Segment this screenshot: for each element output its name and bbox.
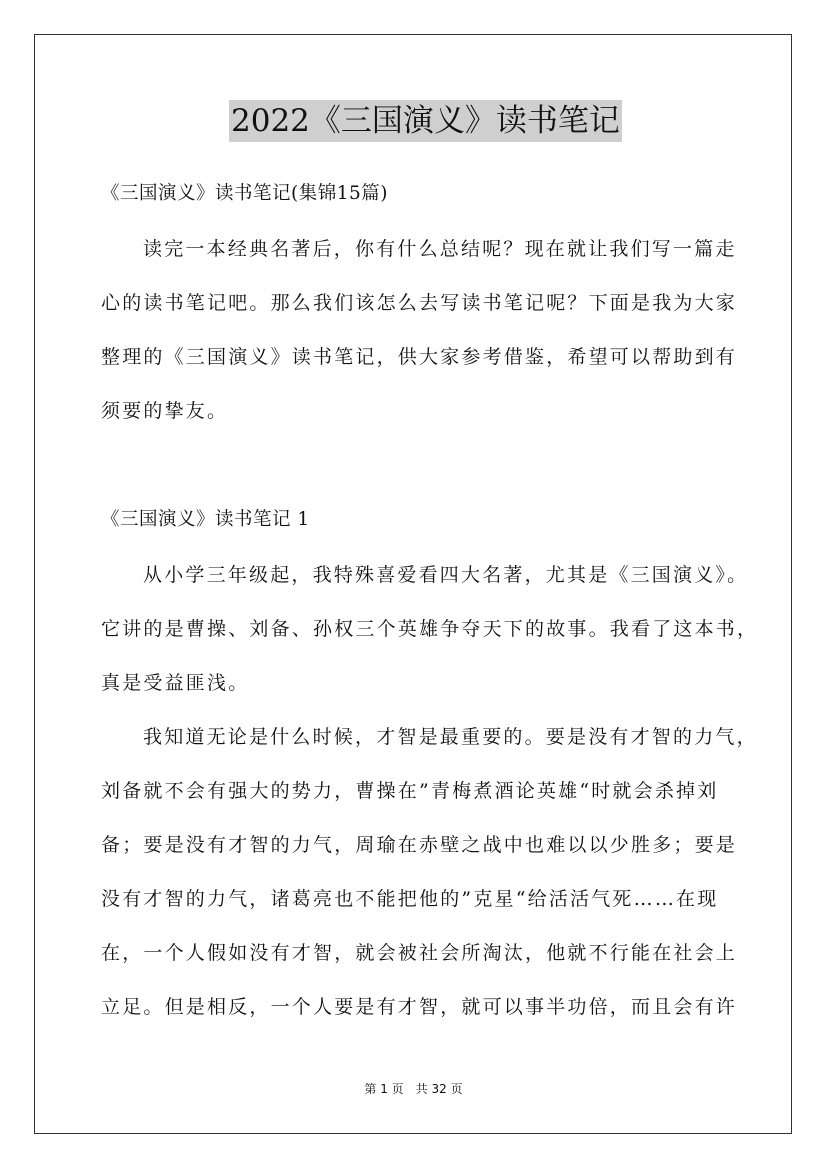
body-line-9: 立足。但是相反，一个人要是有才智，就可以事半功倍，而且会有许 (101, 996, 738, 1018)
body-line-1: 从小学三年级起，我特殊喜爱看四大名著，尤其是《三国演义》。 (143, 564, 749, 586)
intro-line-3: 整理的《三国演义》读书笔记，供大家参考借鉴，希望可以帮助到有 (101, 346, 738, 368)
intro-line-1: 读完一本经典名著后，你有什么总结呢？现在就让我们写一篇走 (143, 238, 737, 260)
body-line-5: 刘备就不会有强大的势力，曹操在”青梅煮酒论英雄“时就会杀掉刘 (101, 780, 719, 802)
document-title: 2022《三国演义》读书笔记 (229, 100, 622, 142)
intro-line-2: 心的读书笔记吧。那么我们该怎么去写读书笔记呢？下面是我为大家 (101, 292, 738, 314)
body-line-3: 真是受益匪浅。 (101, 672, 250, 694)
body-line-7: 没有才智的力气，诸葛亮也不能把他的”克星“给活活气死……在现 (101, 888, 719, 910)
body-line-2: 它讲的是曹操、刘备、孙权三个英雄争夺天下的故事。我看了这本书， (101, 618, 759, 640)
body-line-6: 备；要是没有才智的力气，周瑜在赤壁之战中也难以以少胜多；要是 (101, 834, 738, 856)
document-subtitle: 《三国演义》读书笔记(集锦15篇) (101, 183, 388, 204)
page-number: 第 1 页 共 32 页 (364, 1082, 463, 1096)
body-line-4: 我知道无论是什么时候，才智是最重要的。要是没有才智的力气， (143, 726, 758, 748)
intro-line-4: 须要的挚友。 (101, 400, 229, 422)
body-line-8: 在，一个人假如没有才智，就会被社会所淘汰，他就不行能在社会上 (101, 942, 738, 964)
section-heading: 《三国演义》读书笔记 1 (101, 509, 310, 530)
